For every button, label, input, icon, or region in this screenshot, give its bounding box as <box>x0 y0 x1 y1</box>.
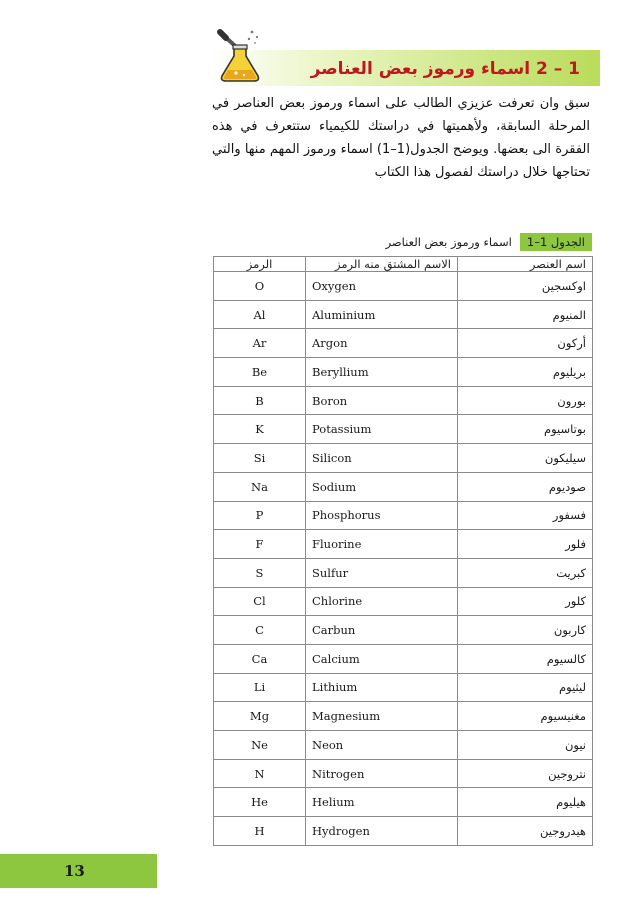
table-row <box>214 616 593 645</box>
intro-paragraph: سبق وان تعرفت عزيزي الطالب على اسماء ورموز بعض العناصر في المرحلة السابقة، ولأهميتها في دراستك للكيمياء ستتعرف في هذه الفقرة الى بعضها. ويوضح الجدول(1–1) اسماء ورموز المهم منها والتي تحتاجها خلال دراستك لفصول هذا الكتاب <box>212 96 590 180</box>
table-row <box>214 329 593 358</box>
element-symbol: S <box>214 558 306 587</box>
table-row <box>214 587 593 616</box>
table-row <box>214 788 593 817</box>
element-symbol: F <box>214 530 306 559</box>
element-symbol: H <box>214 817 306 846</box>
table-row <box>214 558 593 587</box>
element-arabic-name: المنيوم <box>458 300 593 329</box>
header-english-name: الاسم المشتق منه الرمز <box>306 257 458 272</box>
table-row <box>214 386 593 415</box>
element-arabic-name: كاربون <box>458 616 593 645</box>
element-english-name: Neon <box>306 731 458 760</box>
element-english-name: Carbun <box>306 616 458 645</box>
element-symbol: K <box>214 415 306 444</box>
element-symbol: N <box>214 759 306 788</box>
element-arabic-name: كبريت <box>458 558 593 587</box>
section-title: 1 – 2 اسماء ورموز بعض العناصر <box>310 59 580 79</box>
element-arabic-name: كلور <box>458 587 593 616</box>
element-arabic-name: سيليكون <box>458 444 593 473</box>
element-symbol: B <box>214 386 306 415</box>
header-symbol: الرمز <box>214 257 306 272</box>
element-arabic-name: فسفور <box>458 501 593 530</box>
element-english-name: Argon <box>306 329 458 358</box>
table-row <box>214 272 593 301</box>
table-row <box>214 300 593 329</box>
table-caption <box>300 233 592 251</box>
element-english-name: Fluorine <box>306 530 458 559</box>
element-arabic-name: هيليوم <box>458 788 593 817</box>
table-row <box>214 530 593 559</box>
element-english-name: Helium <box>306 788 458 817</box>
element-english-name: Silicon <box>306 444 458 473</box>
element-english-name: Chlorine <box>306 587 458 616</box>
element-english-name: Aluminium <box>306 300 458 329</box>
element-symbol: Li <box>214 673 306 702</box>
element-arabic-name: اوكسجين <box>458 272 593 301</box>
element-english-name: Beryllium <box>306 358 458 387</box>
element-symbol: Ne <box>214 731 306 760</box>
flask-icon <box>214 26 266 84</box>
table-row <box>214 759 593 788</box>
table-row <box>214 501 593 530</box>
element-symbol: Si <box>214 444 306 473</box>
element-symbol: Ca <box>214 644 306 673</box>
element-symbol: C <box>214 616 306 645</box>
page-number: 13 <box>64 862 85 880</box>
table-row <box>214 472 593 501</box>
element-english-name: Nitrogen <box>306 759 458 788</box>
table-number-tag: الجدول 1–1 <box>520 233 592 251</box>
table-caption-text: اسماء ورموز بعض العناصر <box>385 235 512 249</box>
element-symbol: He <box>214 788 306 817</box>
table-body <box>214 272 593 846</box>
element-symbol: O <box>214 272 306 301</box>
elements-table <box>213 256 593 846</box>
element-arabic-name: ليثيوم <box>458 673 593 702</box>
table-row <box>214 358 593 387</box>
element-symbol: Na <box>214 472 306 501</box>
element-symbol: P <box>214 501 306 530</box>
element-arabic-name: بريليوم <box>458 358 593 387</box>
element-arabic-name: بورون <box>458 386 593 415</box>
element-english-name: Sulfur <box>306 558 458 587</box>
element-english-name: Boron <box>306 386 458 415</box>
element-symbol: Al <box>214 300 306 329</box>
element-arabic-name: هيدروجين <box>458 817 593 846</box>
page-number-box <box>0 854 157 888</box>
element-english-name: Magnesium <box>306 702 458 731</box>
table-row <box>214 817 593 846</box>
element-english-name: Calcium <box>306 644 458 673</box>
table-row <box>214 731 593 760</box>
element-english-name: Hydrogen <box>306 817 458 846</box>
table-row <box>214 702 593 731</box>
element-arabic-name: بوتاسيوم <box>458 415 593 444</box>
element-english-name: Lithium <box>306 673 458 702</box>
table-row <box>214 415 593 444</box>
table-row <box>214 444 593 473</box>
element-arabic-name: مغنيسيوم <box>458 702 593 731</box>
element-arabic-name: نيون <box>458 731 593 760</box>
element-symbol: Be <box>214 358 306 387</box>
header-arabic-name: اسم العنصر <box>458 257 593 272</box>
element-arabic-name: أركون <box>458 329 593 358</box>
element-english-name: Sodium <box>306 472 458 501</box>
element-symbol: Mg <box>214 702 306 731</box>
element-arabic-name: صوديوم <box>458 472 593 501</box>
element-arabic-name: فلور <box>458 530 593 559</box>
element-english-name: Potassium <box>306 415 458 444</box>
element-arabic-name: نتروجين <box>458 759 593 788</box>
table-row <box>214 644 593 673</box>
element-symbol: Ar <box>214 329 306 358</box>
element-english-name: Phosphorus <box>306 501 458 530</box>
table-header-row <box>214 257 593 272</box>
element-english-name: Oxygen <box>306 272 458 301</box>
element-symbol: Cl <box>214 587 306 616</box>
table-row <box>214 673 593 702</box>
element-arabic-name: كالسيوم <box>458 644 593 673</box>
